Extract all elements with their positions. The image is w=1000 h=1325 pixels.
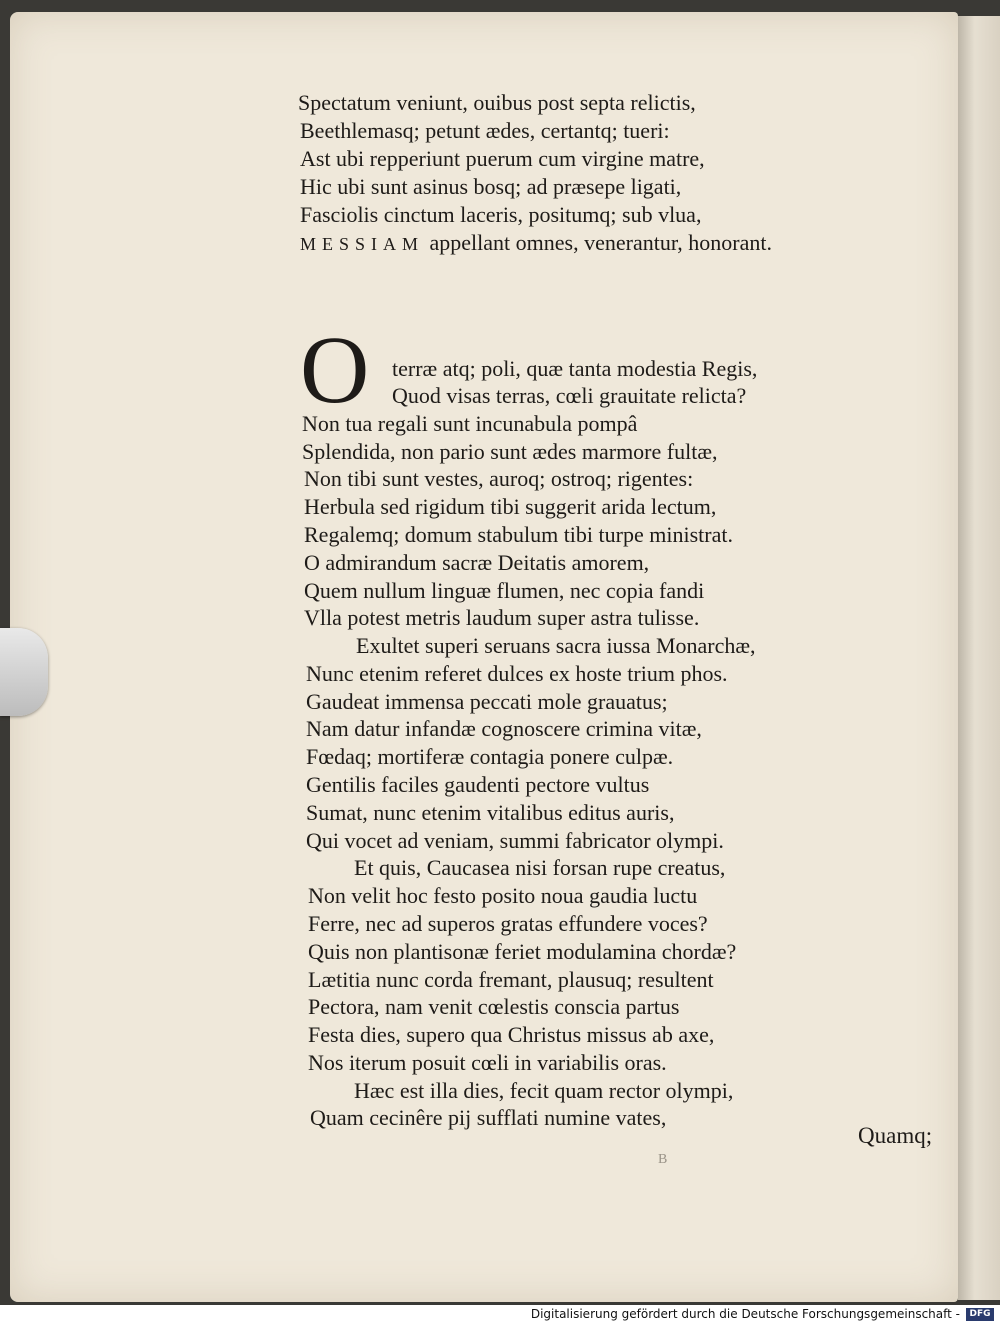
verse-line: Ast ubi repperiunt puerum cum virgine matre, — [300, 146, 705, 171]
messiam-name: MESSIAM — [300, 234, 425, 254]
verse-line: Sumat, nunc etenim vitalibus editus auris, — [306, 800, 675, 825]
verse-line: Exultet superi seruans sacra iussa Monarchæ, — [356, 633, 756, 658]
verse-line: Gaudeat immensa peccati mole grauatus; — [306, 689, 668, 714]
signature-mark: B — [658, 1152, 668, 1167]
verse-line: Gentilis faciles gaudenti pectore vultus — [306, 772, 650, 797]
verse-line: Herbula sed rigidum tibi suggerit arida lectum, — [304, 494, 717, 519]
verse-line: Fasciolis cinctum laceris, positumq; sub vlua, — [300, 202, 702, 227]
verse-line: Quod visas terras, cœli grauitate relicta? — [392, 383, 747, 408]
verse-line: Quem nullum linguæ flumen, nec copia fandi — [304, 578, 705, 603]
verse-line: Lætitia nunc corda fremant, plausuq; resultent — [308, 967, 714, 992]
verse-line: Vlla potest metris laudum super astra tulisse. — [304, 605, 700, 630]
verse-line: Splendida, non pario sunt ædes marmore fultæ, — [302, 439, 718, 464]
verse-line: Non tua regali sunt incunabula pompâ — [302, 411, 638, 436]
verse-line: Spectatum veniunt, ouibus post septa relictis, — [298, 90, 696, 115]
facing-page-edge — [958, 16, 1000, 1300]
verse-line: Nam datur infandæ cognoscere crimina vitæ, — [306, 716, 702, 741]
verse-line: Quam cecinêre pij sufflati numine vates, — [310, 1105, 667, 1130]
verse-line: Nos iterum posuit cœli in variabilis oras. — [308, 1050, 667, 1075]
verse-line: Fœdaq; mortiferæ contagia ponere culpæ. — [306, 744, 674, 769]
verse-line: Quis non plantisonæ feriet modulamina chordæ? — [308, 939, 737, 964]
verse-line: Et quis, Caucasea nisi forsan rupe creatus, — [354, 855, 726, 880]
verse-line: Festa dies, supero qua Christus missus ab axe, — [308, 1022, 715, 1047]
verse-line: Beethlemasq; petunt ædes, certantq; tueri: — [300, 118, 670, 143]
drop-cap: O — [300, 316, 370, 423]
funding-notice: Digitalisierung gefördert durch die Deutsche Forschungsgemeinschaft - — [530, 1307, 960, 1321]
verse-line: Ferre, nec ad superos gratas effundere voces? — [308, 911, 708, 936]
dfg-logo: DFG — [966, 1308, 994, 1321]
verse-line: Hic ubi sunt asinus bosq; ad præsepe ligati, — [300, 174, 682, 199]
verse-line: O admirandum sacræ Deitatis amorem, — [304, 550, 650, 575]
messiam-rest: appellant omnes, venerantur, honorant. — [424, 230, 772, 255]
verse-line: Non velit hoc festo posito noua gaudia luctu — [308, 883, 698, 908]
catchword: Quamq; — [858, 1123, 933, 1148]
footer-bar — [0, 1305, 1000, 1325]
verse-line: Nunc etenim referet dulces ex hoste trium phos. — [306, 661, 728, 686]
verse-line: Non tibi sunt vestes, auroq; ostroq; rigentes: — [304, 466, 694, 491]
verse-line: Qui vocet ad veniam, summi fabricator olympi. — [306, 828, 724, 853]
verse-line: Pectora, nam venit cœlestis conscia partus — [308, 994, 680, 1019]
verse-line: Regalemq; domum stabulum tibi turpe ministrat. — [304, 522, 733, 547]
verse-line-messiam — [300, 229, 772, 258]
verse-line: Hæc est illa dies, fecit quam rector olympi, — [354, 1078, 734, 1103]
verse-line: terræ atq; poli, quæ tanta modestia Regis, — [392, 356, 758, 381]
